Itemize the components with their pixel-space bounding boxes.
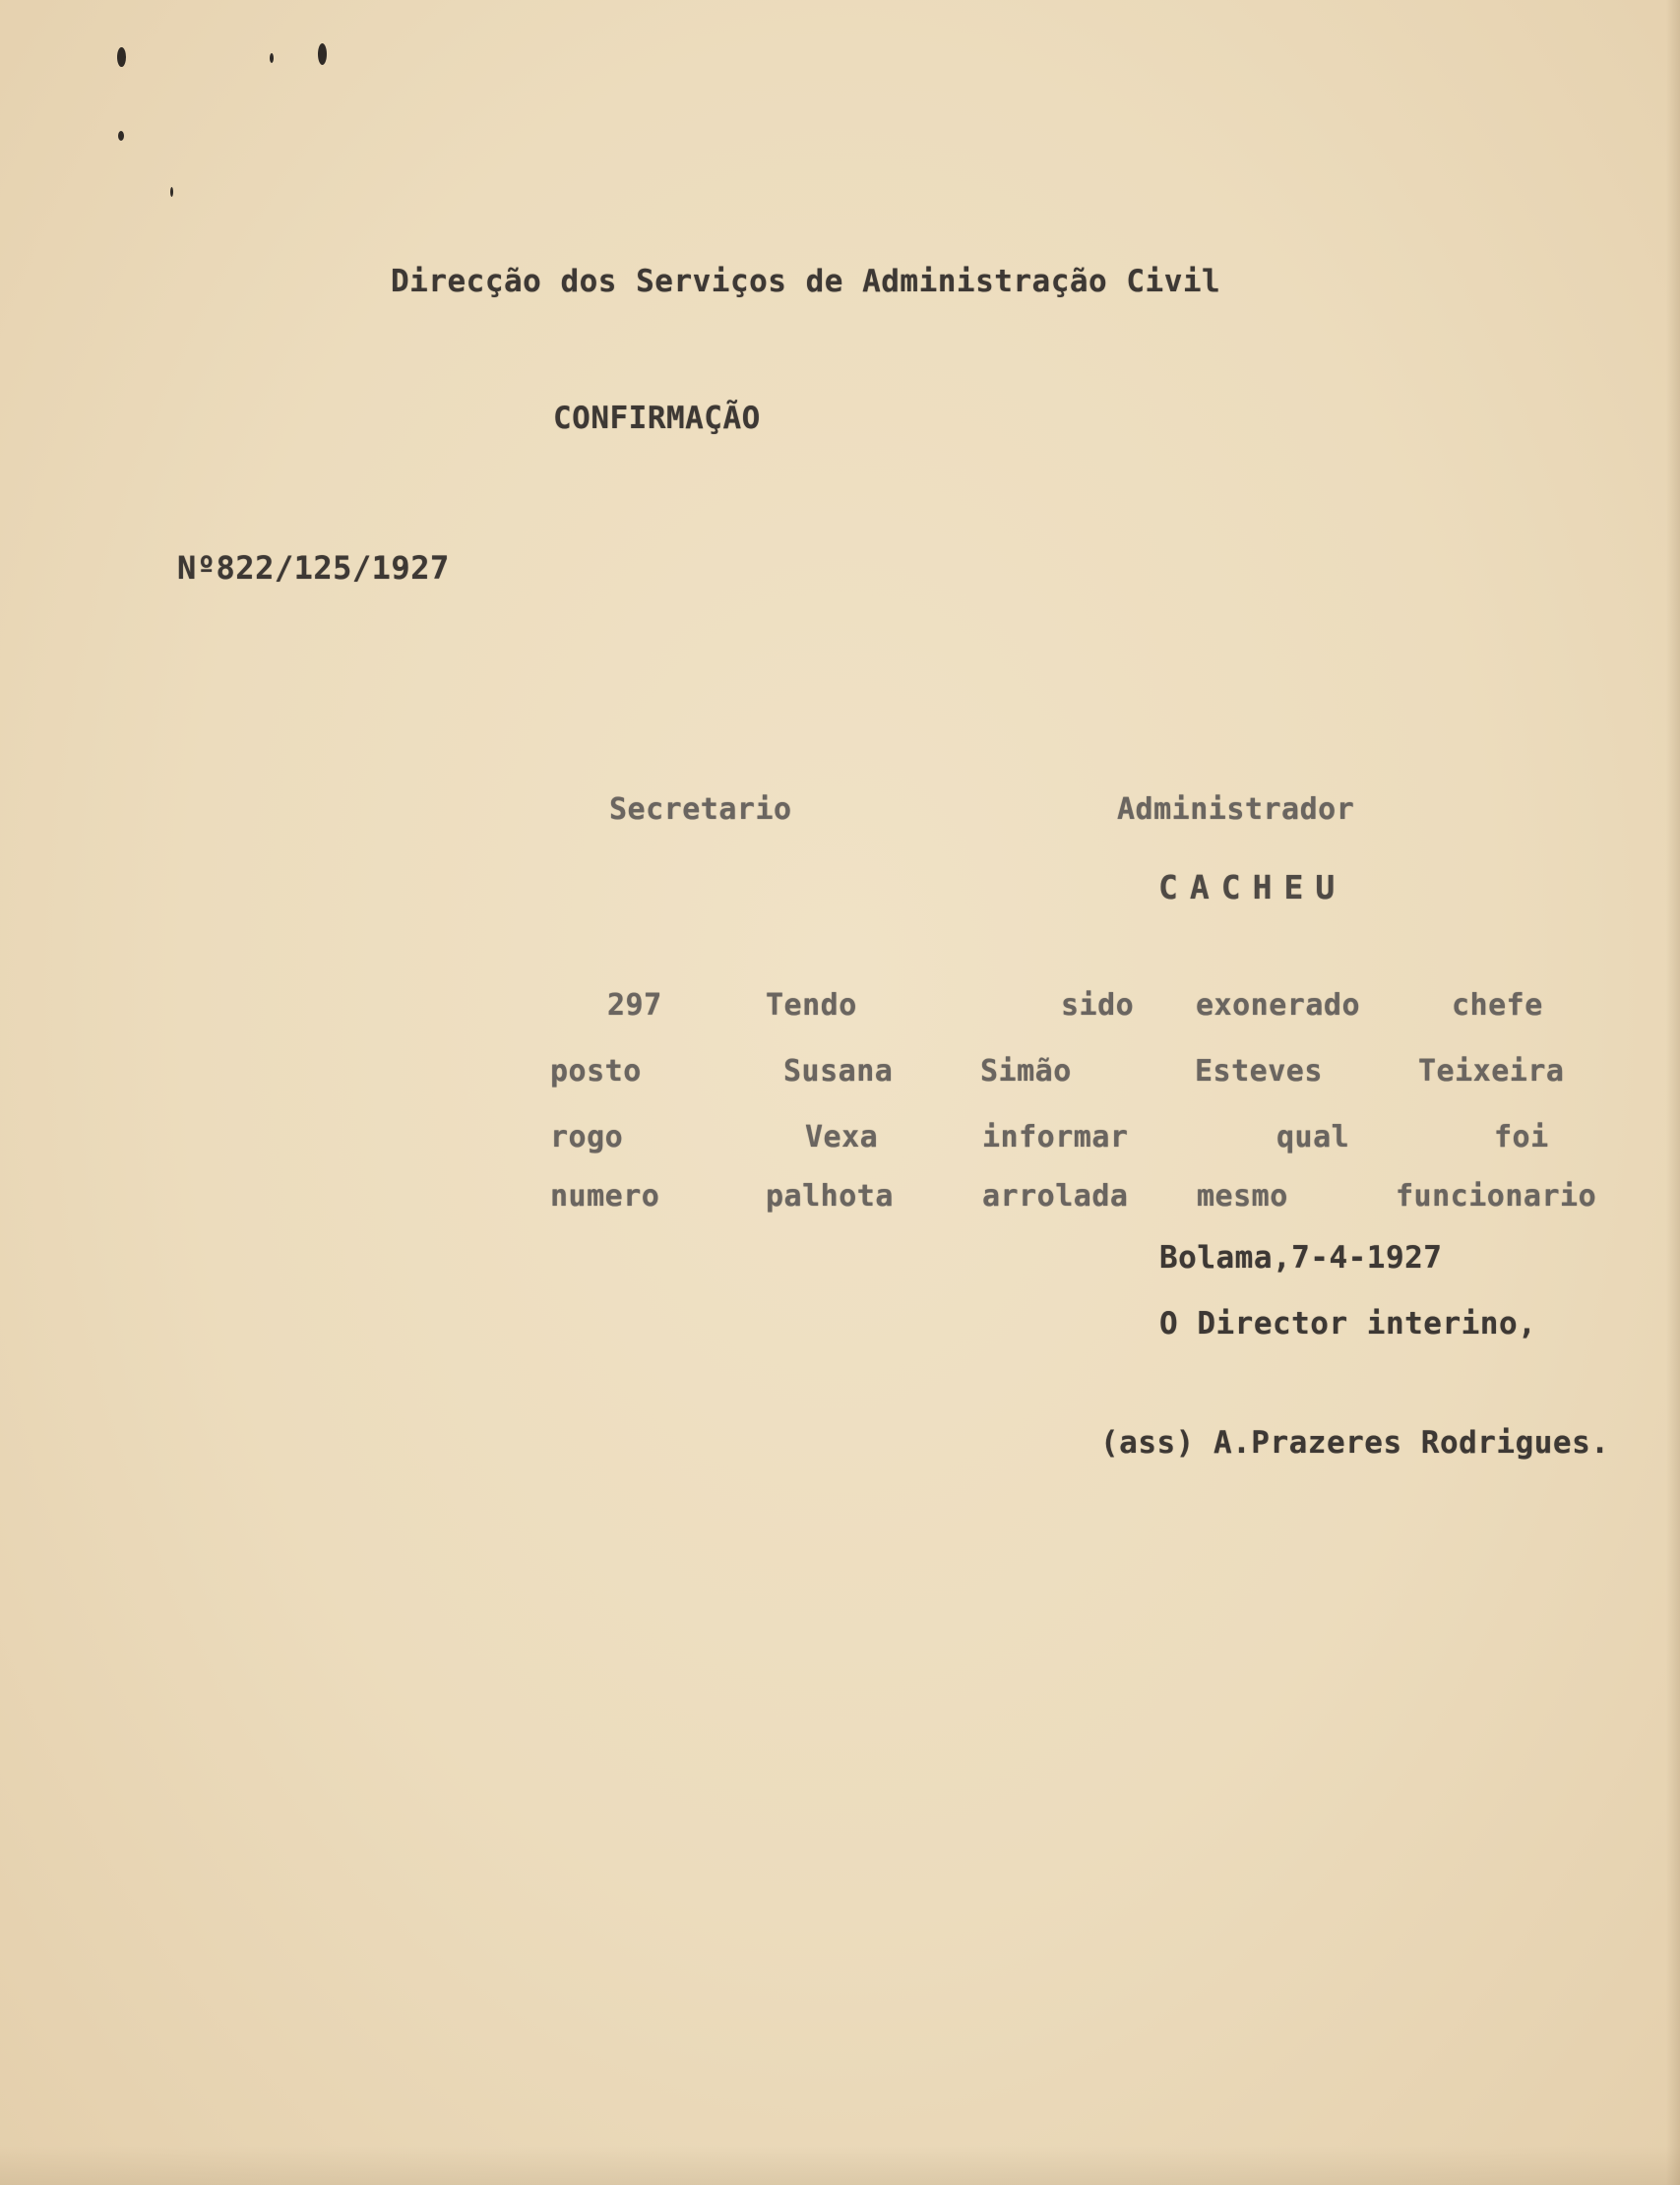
message-word: numero bbox=[550, 1179, 660, 1214]
message-word: exonerado bbox=[1196, 988, 1361, 1023]
message-word: funcionario bbox=[1396, 1179, 1597, 1214]
message-word: informar bbox=[982, 1120, 1129, 1155]
speck-mark-2 bbox=[118, 131, 124, 141]
routing-location: CACHEU bbox=[1158, 868, 1347, 906]
message-word: palhota bbox=[766, 1179, 894, 1214]
message-word: chefe bbox=[1452, 988, 1543, 1023]
page-edge-shadow-right bbox=[1666, 0, 1680, 2185]
message-word: posto bbox=[550, 1054, 642, 1089]
hole-mark-2 bbox=[318, 43, 327, 65]
message-word: rogo bbox=[550, 1120, 624, 1155]
message-word: qual bbox=[1276, 1120, 1350, 1155]
message-word: Vexa bbox=[805, 1120, 879, 1155]
message-word: Tendo bbox=[766, 988, 857, 1023]
routing-from: Secretario bbox=[609, 792, 792, 827]
message-word: sido bbox=[1061, 988, 1135, 1023]
message-word: arrolada bbox=[982, 1179, 1129, 1214]
place-date: Bolama,7-4-1927 bbox=[1159, 1240, 1443, 1276]
speck-mark-3 bbox=[170, 187, 173, 197]
message-word: Susana bbox=[783, 1054, 894, 1089]
message-word: mesmo bbox=[1197, 1179, 1288, 1214]
routing-to: Administrador bbox=[1117, 792, 1355, 827]
message-word: foi bbox=[1494, 1120, 1549, 1155]
message-word: Simão bbox=[980, 1054, 1072, 1089]
signatory-title: O Director interino, bbox=[1159, 1306, 1537, 1342]
document-type-title: CONFIRMAÇÃO bbox=[553, 401, 761, 436]
message-word: Teixeira bbox=[1418, 1054, 1565, 1089]
message-word: 297 bbox=[607, 988, 662, 1023]
department-heading: Direcção dos Serviços de Administração Civil bbox=[391, 264, 1221, 299]
reference-number: Nº822/125/1927 bbox=[177, 549, 450, 587]
signature-line: (ass) A.Prazeres Rodrigues. bbox=[1100, 1425, 1610, 1461]
page-edge-shadow-bottom bbox=[0, 2146, 1680, 2185]
hole-mark-1 bbox=[117, 47, 126, 67]
speck-mark-1 bbox=[270, 53, 274, 63]
message-word: Esteves bbox=[1195, 1054, 1323, 1089]
